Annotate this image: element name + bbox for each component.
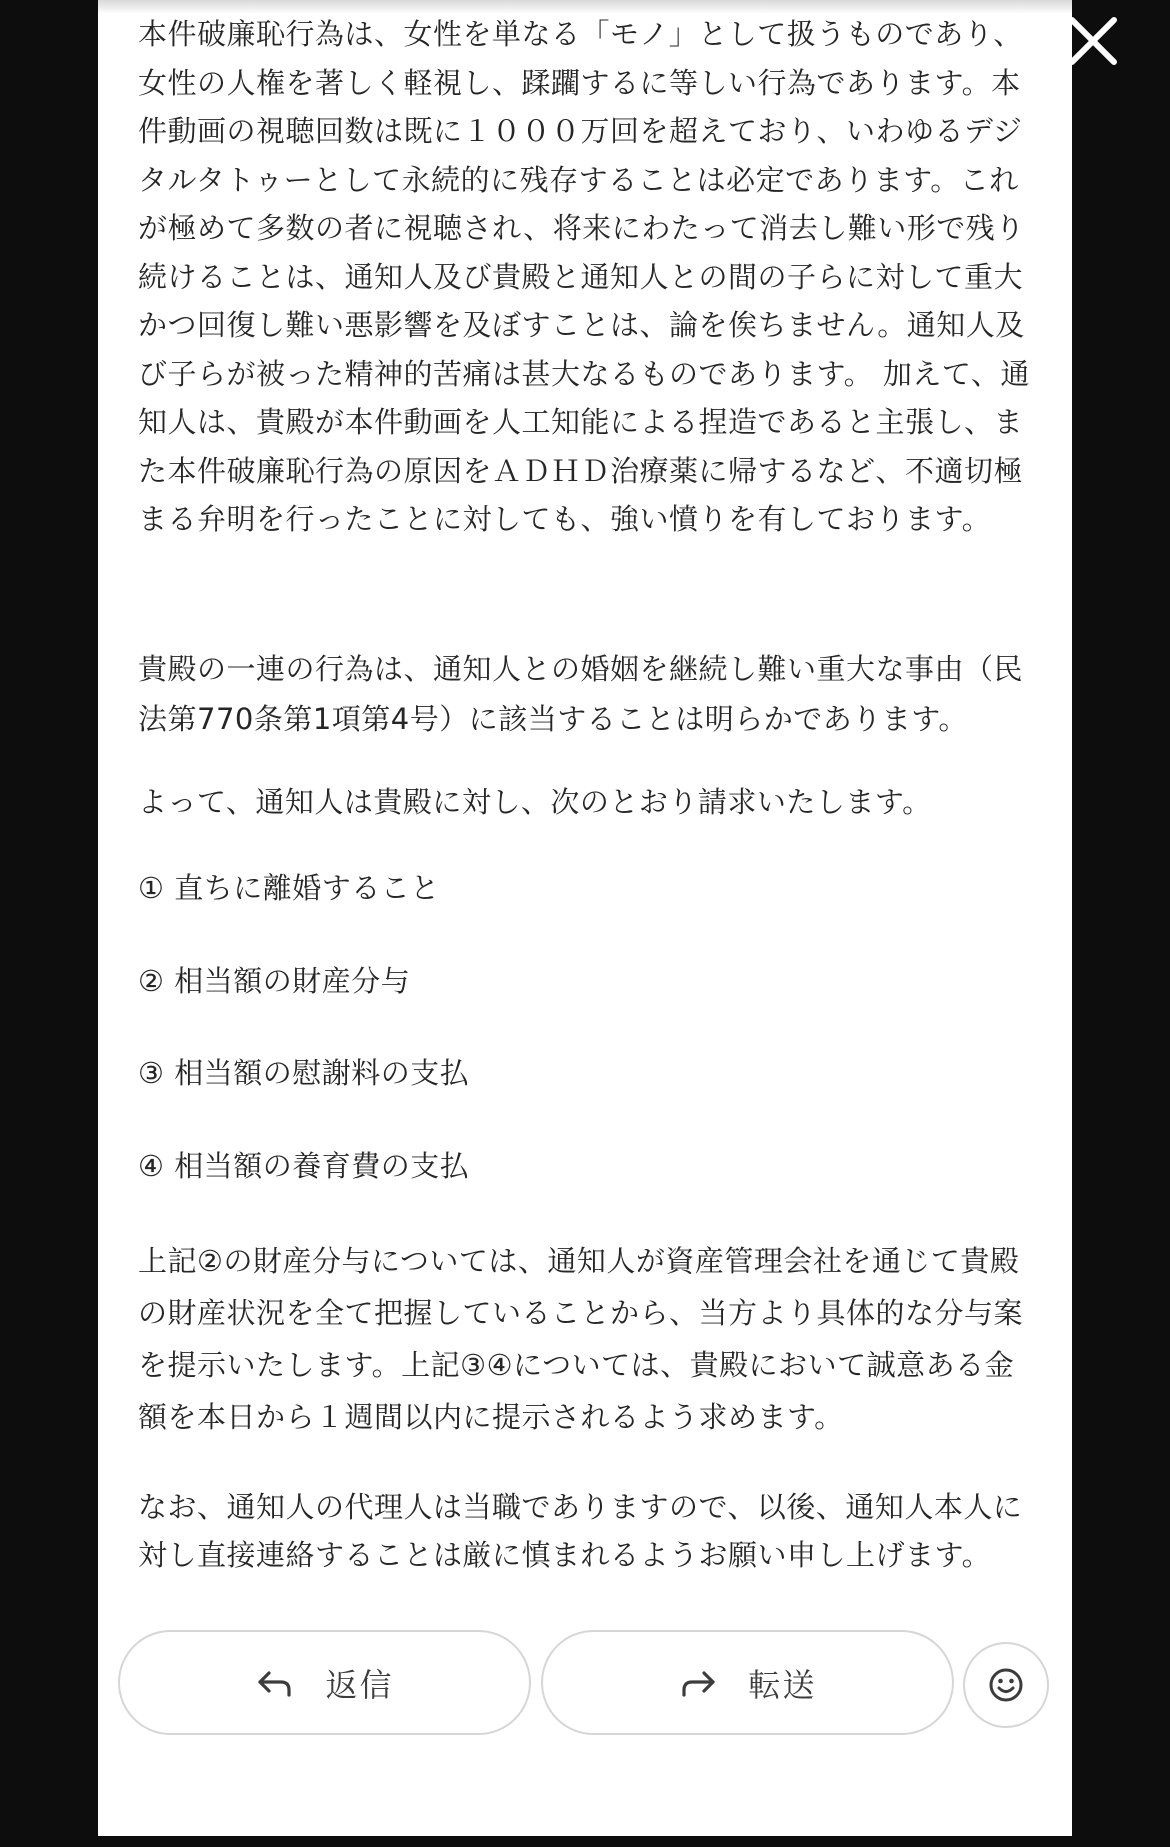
demand-item-3: ③ 相当額の慰謝料の支払 (138, 1056, 470, 1090)
body-paragraph-3: よって、通知人は貴殿に対し、次のとおり請求いたします。 (138, 784, 932, 819)
body-paragraph-4: 上記②の財産分与については、通知人が資産管理会社を通じて貴殿 の財産状況を全て把握していることから、当方より具体的な分与案 を提示いたします。上記③④については、貴殿において誠意ある金 額を本日から１週間以内に提示されるよう求めます。 (138, 1244, 1024, 1434)
body-paragraph-1: 本件破廉恥行為は、女性を単なる「モノ」として扱うものであり、 女性の人権を著しく軽視し、蹂躙するに等しい行為であります。本 件動画の視聴回数は既に１０００万回を超えており、いわゆるデジ タルタトゥーとして永続的に残存することは必定であります。これ が極めて多数の者に視聴され、将来にわたって消去し難い形で残り 続けることは、通知人及び貴殿と通知人との間の子らに対して重大 かつ回復し難い悪影響を及ぼすことは、論を俟ちません。通知人及 び子らが被った精神的苦痛は甚大なるものであります。 加えて、通 知人は、貴殿が本件動画を人工知能による捏造であると主張し、ま た本件破廉恥行為の原因をＡＤＨＤ治療薬に帰するなど、不適切極 まる弁明を行ったことに対しても、強い憤りを有しております。 (138, 17, 1030, 536)
demand-item-1: ① 直ちに離婚すること (138, 871, 440, 905)
body-paragraph-2: 貴殿の一連の行為は、通知人との婚姻を継続し難い重大な事由（民 法第770条第1項第4号）に該当することは明らかであります。 (138, 651, 1024, 736)
emoji-reaction-button[interactable] (963, 1642, 1049, 1728)
email-body (138, 10, 1038, 1579)
body-paragraph-5: なお、通知人の代理人は当職でありますので、以後、通知人本人に 対し直接連絡することは厳に慎まれるようお願い申し上げます。 (138, 1490, 1023, 1572)
demand-item-2: ② 相当額の財産分与 (138, 963, 411, 998)
close-button[interactable] (1066, 14, 1120, 68)
demand-item-4: ④ 相当額の養育費の支払 (138, 1148, 470, 1183)
email-viewer (98, 0, 1072, 1836)
forward-button[interactable] (541, 1630, 954, 1735)
forward-arrow-icon (678, 1667, 718, 1699)
action-bar (118, 1630, 1058, 1738)
reply-button[interactable] (118, 1630, 531, 1735)
forward-label: 転送 (748, 1665, 817, 1704)
reply-arrow-icon (255, 1667, 295, 1699)
smiley-icon (986, 1665, 1026, 1705)
reply-label: 返信 (325, 1665, 394, 1704)
close-icon (1066, 14, 1120, 68)
